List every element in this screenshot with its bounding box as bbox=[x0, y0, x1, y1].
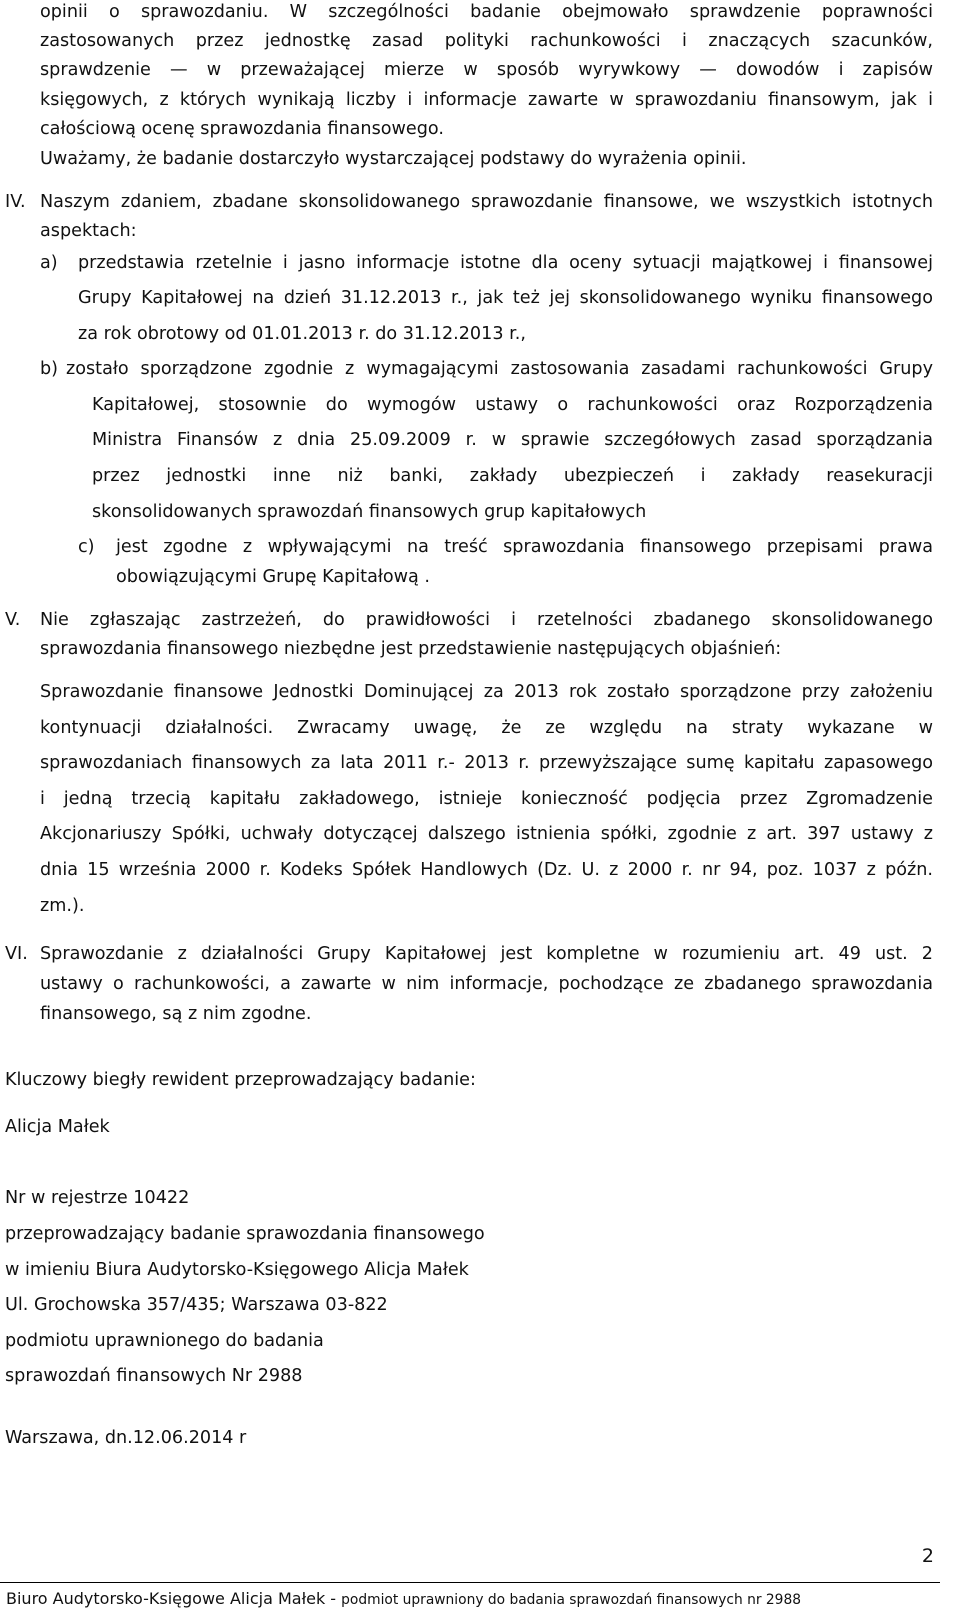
footer-divider bbox=[0, 1582, 940, 1583]
page-footer bbox=[6, 1589, 801, 1608]
text-line: sprawdzenie — w przeważającej mierze w sposób wyrywkowy — dowodów i zapisów bbox=[40, 60, 933, 80]
text-line: Ministra Finansów z dnia 25.09.2009 r. w sprawie szczegółowych zasad sporządzania bbox=[92, 430, 933, 450]
text-line: kontynuacji działalności. Zwracamy uwagę, że ze względu na straty wykazane w bbox=[40, 718, 933, 738]
text-line: sprawozdaniach finansowych za lata 2011 r.- 2013 r. przewyższające sumę kapitału zapasowego bbox=[40, 753, 933, 773]
text-line: zm.). bbox=[40, 896, 85, 916]
section-number: VI. bbox=[5, 944, 28, 964]
text-line: Grupy Kapitałowej na dzień 31.12.2013 r., jak też jej skonsolidowanego wyniku finansowego bbox=[78, 288, 933, 308]
text-line: finansowego, są z nim zgodne. bbox=[40, 1004, 312, 1024]
signature-date: Warszawa, dn.12.06.2014 r bbox=[5, 1428, 247, 1448]
auditor-detail: w imieniu Biura Audytorsko-Księgowego Alicja Małek bbox=[5, 1260, 469, 1280]
text-line: jest zgodne z wpływającymi na treść sprawozdania finansowego przepisami prawa bbox=[116, 537, 933, 557]
text-line: księgowych, z których wynikają liczby i informacje zawarte w sprawozdaniu finansowym, jak i bbox=[40, 90, 933, 110]
auditor-detail: sprawozdań finansowych Nr 2988 bbox=[5, 1366, 303, 1386]
text-line: skonsolidowanych sprawozdań finansowych grup kapitałowych bbox=[92, 502, 647, 522]
text-line: Sprawozdanie finansowe Jednostki Dominującej za 2013 rok zostało sporządzone przy założeniu bbox=[40, 682, 933, 702]
text-line: Naszym zdaniem, zbadane skonsolidowanego sprawozdanie finansowe, we wszystkich istotnych bbox=[40, 192, 933, 212]
text-line: dnia 15 września 2000 r. Kodeks Spółek Handlowych (Dz. U. z 2000 r. nr 94, poz. 1037 z późn. bbox=[40, 860, 933, 880]
section-number: IV. bbox=[5, 192, 26, 212]
text-line: ustawy o rachunkowości, a zawarte w nim informacje, pochodzące ze zbadanego sprawozdania bbox=[40, 974, 933, 994]
text-line: sprawozdania finansowego niezbędne jest przedstawienie następujących objaśnień: bbox=[40, 639, 782, 659]
text-line: aspektach: bbox=[40, 221, 137, 241]
text-line: i jedną trzecią kapitału zakładowego, istnieje konieczność podjęcia przez Zgromadzenie bbox=[40, 789, 933, 809]
text-line: Kapitałowej, stosownie do wymogów ustawy o rachunkowości oraz Rozporządzenia bbox=[92, 395, 933, 415]
footer-license: podmiot uprawniony do badania sprawozdań finansowych nr 2988 bbox=[341, 1592, 802, 1608]
page-number: 2 bbox=[921, 1545, 934, 1567]
auditor-detail: Ul. Grochowska 357/435; Warszawa 03-822 bbox=[5, 1295, 388, 1315]
auditor-detail: Nr w rejestrze 10422 bbox=[5, 1188, 190, 1208]
text-line: Akcjonariuszy Spółki, uchwały dotyczącej dalszego istnienia spółki, zgodnie z art. 397 ustawy z bbox=[40, 824, 933, 844]
text-line: zostało sporządzone zgodnie z wymagającymi zastosowania zasadami rachunkowości Grupy bbox=[66, 359, 933, 379]
item-label: b) bbox=[40, 359, 59, 379]
section-number: V. bbox=[5, 610, 21, 630]
auditor-detail: podmiotu uprawnionego do badania bbox=[5, 1331, 324, 1351]
text-line: za rok obrotowy od 01.01.2013 r. do 31.12.2013 r., bbox=[78, 324, 526, 344]
text-line: przez jednostki inne niż banki, zakłady ubezpieczeń i zakłady reasekuracji bbox=[92, 466, 933, 486]
item-label: c) bbox=[78, 537, 95, 557]
text-line: przedstawia rzetelnie i jasno informacje istotne dla oceny sytuacji majątkowej i finansowej bbox=[78, 253, 933, 273]
text-line: Nie zgłaszając zastrzeżeń, do prawidłowości i rzetelności zbadanego skonsolidowanego bbox=[40, 610, 933, 630]
text-line: opinii o sprawozdaniu. W szczególności badanie obejmowało sprawdzenie poprawności bbox=[40, 2, 933, 22]
text-line: obowiązującymi Grupę Kapitałową . bbox=[116, 567, 430, 587]
text-line: zastosowanych przez jednostkę zasad polityki rachunkowości i znaczących szacunków, bbox=[40, 31, 933, 51]
auditor-name: Alicja Małek bbox=[5, 1117, 110, 1137]
text-line: Sprawozdanie z działalności Grupy Kapitałowej jest kompletne w rozumieniu art. 49 ust. 2 bbox=[40, 944, 933, 964]
text-line: Uważamy, że badanie dostarczyło wystarczającej podstawy do wyrażenia opinii. bbox=[40, 149, 747, 169]
footer-company: Biuro Audytorsko-Księgowe Alicja Małek - bbox=[6, 1589, 342, 1608]
auditor-detail: przeprowadzający badanie sprawozdania finansowego bbox=[5, 1224, 485, 1244]
item-label: a) bbox=[40, 253, 58, 273]
auditor-label: Kluczowy biegły rewident przeprowadzający badanie: bbox=[5, 1070, 476, 1090]
text-line: całościową ocenę sprawozdania finansowego. bbox=[40, 119, 444, 139]
